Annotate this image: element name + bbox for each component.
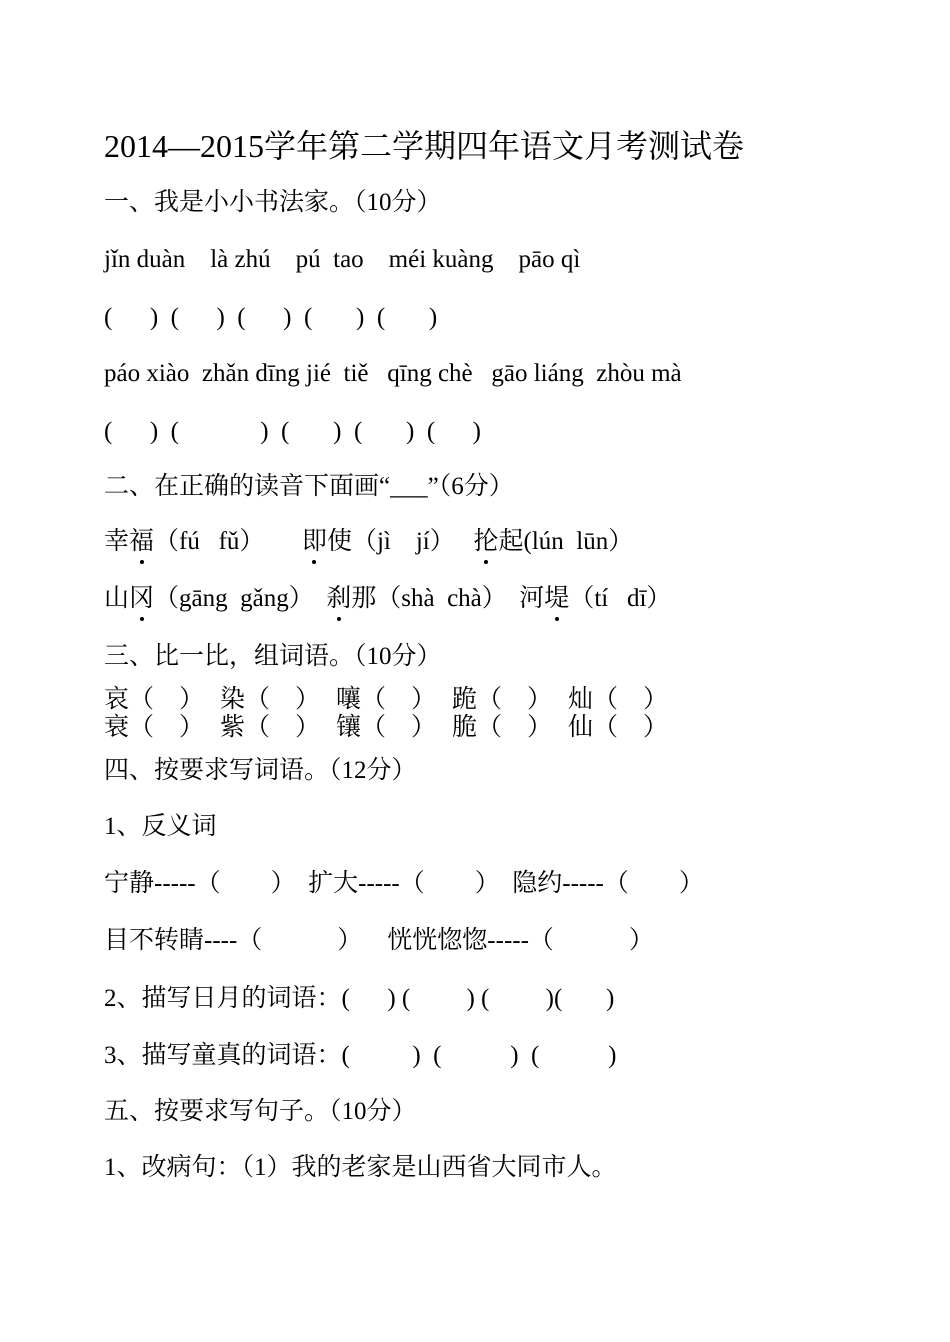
compare-item[interactable]: 仙（ ） — [568, 714, 669, 741]
compare-row-1 — [104, 686, 684, 714]
dotted-char: 抡 — [473, 528, 499, 555]
compare-item[interactable]: 灿（ ） — [568, 686, 669, 713]
section-3-heading: 三、比一比，组词语。（10分） — [104, 643, 442, 670]
pinyin-row-2: páo xiào zhǎn dīng jié tiě qīng chè gāo liáng zhòu mà — [104, 360, 682, 387]
dotted-char: 堤 — [544, 585, 570, 612]
compare-item[interactable]: 嚷（ ） — [336, 686, 437, 713]
compare-row-2 — [104, 714, 684, 742]
pronunciation-choices[interactable]: 起(lún lūn） — [498, 528, 634, 555]
answer-blanks-row-2[interactable]: ( ) ( ) ( ) ( ) ( ) — [104, 418, 482, 445]
section-5-heading: 五、按要求写句子。（10分） — [104, 1098, 417, 1125]
compare-item[interactable]: 染（ ） — [220, 686, 321, 713]
antonym-row-2[interactable]: 目不转睛----（ ） 恍恍惚惚-----（ ） — [104, 927, 654, 954]
section-2-heading: 二、在正确的读音下面画“___”（6分） — [104, 473, 514, 500]
pinyin-row-1: jǐn duàn là zhú pú tao méi kuàng pāo qì — [104, 246, 581, 273]
compare-item[interactable]: 衰（ ） — [104, 714, 205, 741]
compare-item[interactable]: 脆（ ） — [452, 714, 553, 741]
pronunciation-choices[interactable]: （fú fǔ） — [154, 528, 302, 555]
word-part: 山 — [104, 585, 130, 612]
dotted-char: 冈 — [129, 585, 155, 612]
word-part: 幸 — [104, 528, 130, 555]
sentence-correction: 1、改病句：（1）我的老家是山西省大同市人。 — [104, 1154, 617, 1181]
dotted-char: 刹 — [326, 585, 352, 612]
childlike-words[interactable]: 3、描写童真的词语：( ) ( ) ( ) — [104, 1042, 617, 1069]
compare-item[interactable]: 镶（ ） — [336, 714, 437, 741]
answer-blanks-row-1[interactable]: ( ) ( ) ( ) ( ) ( ) — [104, 304, 438, 331]
section-1-heading: 一、我是小小书法家。（10分） — [104, 189, 442, 216]
antonym-label: 1、反义词 — [104, 813, 217, 840]
pronunciation-choices[interactable]: 那（shà chà） — [351, 585, 520, 612]
antonym-row-1[interactable]: 宁静-----（ ） 扩大-----（ ） 隐约-----（ ） — [104, 870, 704, 897]
pronunciation-choices[interactable]: （gāng gǎng） — [154, 585, 327, 612]
sun-moon-words[interactable]: 2、描写日月的词语：( ) ( ) ( )( ) — [104, 985, 615, 1012]
pronunciation-row-1 — [104, 527, 633, 557]
compare-item[interactable]: 紫（ ） — [220, 714, 321, 741]
dotted-char: 即 — [301, 528, 327, 555]
pronunciation-choices[interactable]: 使（jì jí） — [326, 528, 474, 555]
dotted-char: 福 — [129, 528, 155, 555]
pronunciation-row-2 — [104, 584, 671, 614]
word-part: 河 — [519, 585, 545, 612]
section-4-heading: 四、按要求写词语。（12分） — [104, 757, 417, 784]
compare-words-grid — [104, 686, 684, 742]
compare-item[interactable]: 哀（ ） — [104, 686, 205, 713]
pronunciation-choices[interactable]: （tí dī） — [569, 585, 672, 612]
compare-item[interactable]: 跪（ ） — [452, 686, 553, 713]
page-title: 2014—2015学年第二学期四年语文月考测试卷 — [104, 128, 745, 164]
